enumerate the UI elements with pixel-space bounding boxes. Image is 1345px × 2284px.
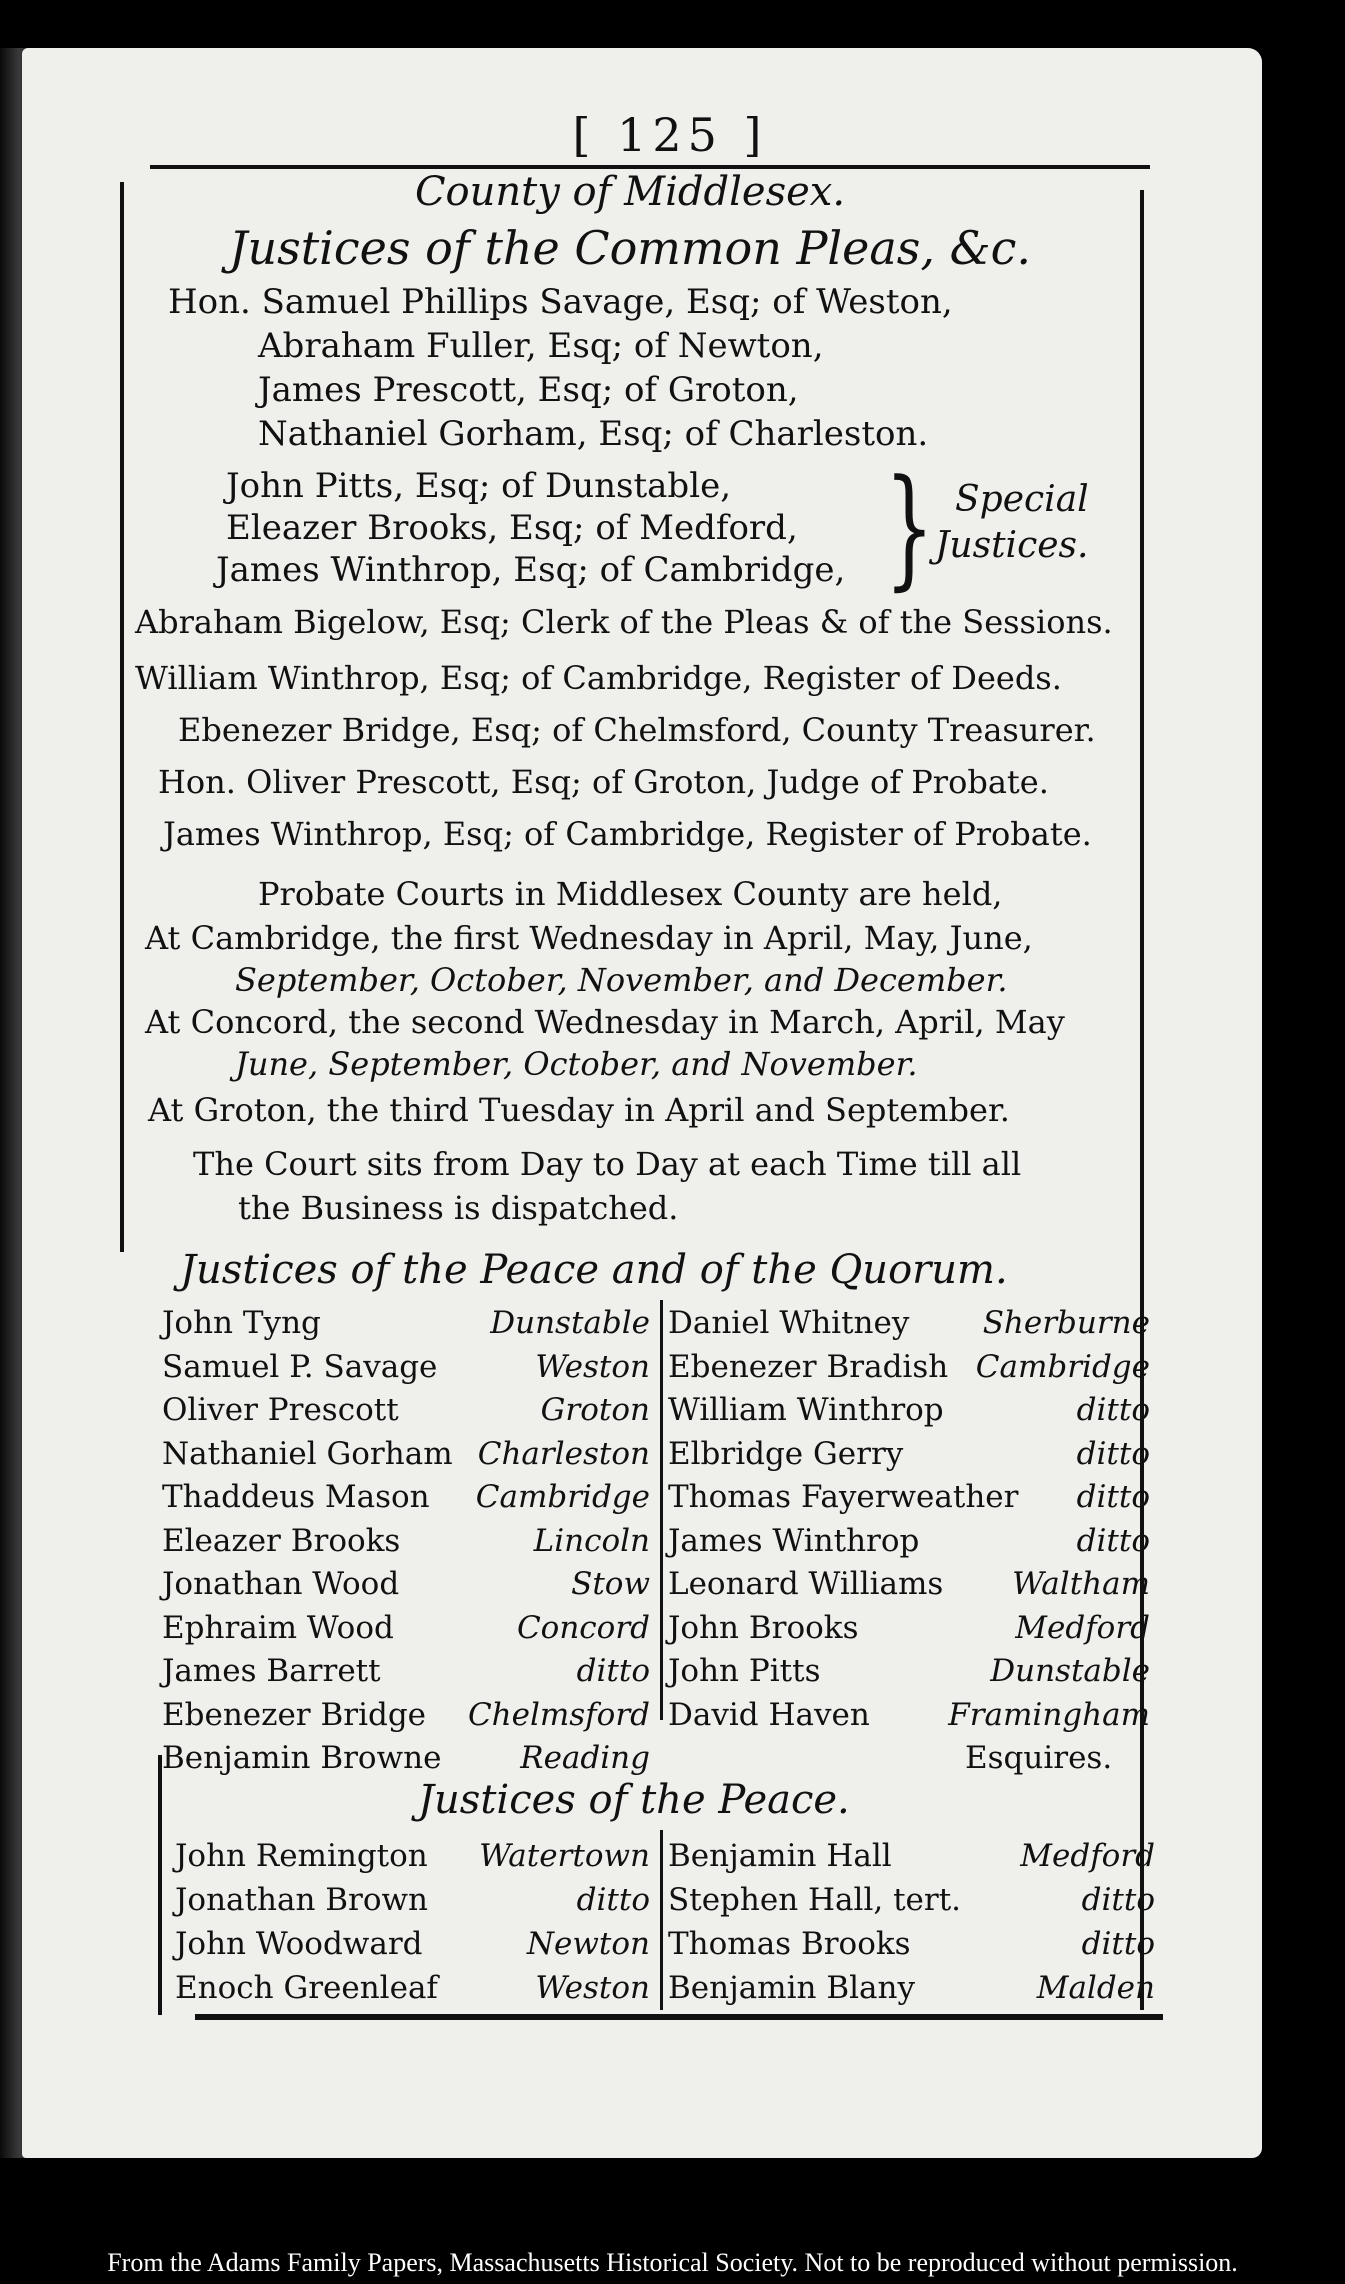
quorum-right-place: ditto xyxy=(1076,1479,1150,1515)
peace-left-name: Jonathan Brown xyxy=(175,1882,429,1918)
quorum-left-place: Dunstable xyxy=(490,1305,650,1341)
quorum-right-name: Leonard Williams xyxy=(668,1566,944,1602)
quorum-left-place: Stow xyxy=(571,1566,650,1602)
probate-line: At Groton, the third Tuesday in April and September. xyxy=(148,1091,1010,1129)
common-pleas-justice: Nathaniel Gorham, Esq; of Charleston. xyxy=(258,414,929,454)
quorum-left-name: John Tyng xyxy=(162,1305,321,1341)
quorum-left-name: Ebenezer Bridge xyxy=(162,1696,427,1733)
quorum-left-place: Chelmsford xyxy=(467,1696,650,1733)
probate-line: September, October, November, and December. xyxy=(235,961,1008,999)
probate-line: the Business is dispatched. xyxy=(238,1189,679,1227)
peace-right-place: Medford xyxy=(1020,1838,1155,1874)
quorum-left-name: Thaddeus Mason xyxy=(162,1479,430,1515)
officer-judge-probate: Hon. Oliver Prescott, Esq; of Groton, Judge of Probate. xyxy=(158,763,1049,801)
quorum-left-place: Cambridge xyxy=(475,1479,650,1515)
peace-column-separator xyxy=(660,1830,663,2010)
special-justice: James Winthrop, Esq; of Cambridge, xyxy=(216,550,846,590)
special-label: Justices. xyxy=(935,525,1089,566)
peace-right-name: Thomas Brooks xyxy=(668,1926,911,1962)
probate-intro: Probate Courts in Middlesex County are held, xyxy=(258,875,1003,913)
peace-left-place: Watertown xyxy=(479,1838,650,1874)
quorum-right-name: David Haven xyxy=(668,1696,870,1733)
officer-register-probate: James Winthrop, Esq; of Cambridge, Register of Probate. xyxy=(163,815,1092,853)
special-justice: John Pitts, Esq; of Dunstable, xyxy=(226,466,732,506)
quorum-esquires-note: Esquires. xyxy=(965,1740,1113,1776)
frame-left-rule-lower xyxy=(158,1755,162,2015)
frame-left-rule xyxy=(120,182,124,1252)
quorum-right-place: Waltham xyxy=(1012,1566,1150,1602)
probate-line: At Concord, the second Wednesday in March, April, May xyxy=(145,1003,1065,1041)
county-title: County of Middlesex. xyxy=(414,169,846,215)
quorum-right-place: ditto xyxy=(1076,1392,1150,1428)
quorum-left-place: Weston xyxy=(535,1348,650,1385)
officer-treasurer: Ebenezer Bridge, Esq; of Chelmsford, County Treasurer. xyxy=(178,711,1096,749)
quorum-right-name: Elbridge Gerry xyxy=(668,1435,904,1472)
probate-line: June, September, October, and November. xyxy=(235,1045,918,1083)
frame-right-rule xyxy=(1140,190,1144,2010)
peace-left-name: John Woodward xyxy=(175,1926,423,1962)
common-pleas-justice: Abraham Fuller, Esq; of Newton, xyxy=(258,326,824,366)
quorum-left-name: James Barrett xyxy=(162,1653,381,1689)
peace-heading: Justices of the Peace. xyxy=(418,1777,850,1823)
peace-left-place: Newton xyxy=(526,1926,650,1962)
special-label: Special xyxy=(955,479,1089,520)
quorum-right-name: Daniel Whitney xyxy=(668,1305,910,1341)
copyright-footer: From the Adams Family Papers, Massachusetts Historical Society. Not to be reproduced without permission. xyxy=(107,2248,1238,2277)
quorum-right-place: Medford xyxy=(1015,1609,1150,1646)
quorum-right-place: Sherburne xyxy=(982,1305,1150,1341)
page-number: [ 125 ] xyxy=(572,108,768,162)
quorum-right-place: ditto xyxy=(1076,1522,1150,1559)
quorum-left-name: Eleazer Brooks xyxy=(162,1522,401,1559)
quorum-right-name: Thomas Fayerweather xyxy=(668,1479,1019,1515)
peace-right-place: ditto xyxy=(1081,1882,1155,1918)
quorum-heading: Justices of the Peace and of the Quorum. xyxy=(180,1247,1008,1293)
quorum-right-place: Cambridge xyxy=(975,1348,1150,1385)
special-justice: Eleazer Brooks, Esq; of Medford, xyxy=(226,508,798,548)
quorum-right-name: Ebenezer Bradish xyxy=(668,1348,949,1385)
quorum-left-place: Groton xyxy=(540,1392,650,1428)
quorum-left-name: Benjamin Browne xyxy=(162,1740,442,1776)
quorum-right-name: William Winthrop xyxy=(668,1392,944,1428)
brace-glyph: } xyxy=(884,451,935,603)
quorum-left-place: Reading xyxy=(520,1740,650,1776)
quorum-right-name: John Brooks xyxy=(668,1609,859,1646)
quorum-left-place: Lincoln xyxy=(533,1522,650,1559)
quorum-left-name: Oliver Prescott xyxy=(162,1392,399,1428)
peace-right-place: ditto xyxy=(1081,1926,1155,1962)
peace-left-name: Enoch Greenleaf xyxy=(175,1970,438,2006)
quorum-left-place: Charleston xyxy=(477,1435,650,1472)
peace-left-place: Weston xyxy=(535,1970,650,2006)
quorum-right-place: Dunstable xyxy=(990,1653,1150,1689)
officer-clerk: Abraham Bigelow, Esq; Clerk of the Pleas & of the Sessions. xyxy=(135,603,1113,641)
peace-right-name: Benjamin Blany xyxy=(668,1970,915,2006)
common-pleas-justice: Hon. Samuel Phillips Savage, Esq; of Weston, xyxy=(168,282,953,322)
quorum-left-name: Jonathan Wood xyxy=(162,1566,400,1602)
quorum-left-name: Nathaniel Gorham xyxy=(162,1435,453,1472)
quorum-left-place: Concord xyxy=(516,1609,650,1646)
quorum-right-name: John Pitts xyxy=(668,1653,821,1689)
quorum-right-name: James Winthrop xyxy=(668,1522,920,1559)
quorum-left-name: Ephraim Wood xyxy=(162,1609,394,1646)
peace-left-place: ditto xyxy=(576,1882,650,1918)
bottom-rule xyxy=(195,2014,1163,2020)
quorum-column-separator xyxy=(660,1300,663,1720)
common-pleas-heading: Justices of the Common Pleas, &c. xyxy=(229,221,1031,275)
peace-right-place: Malden xyxy=(1036,1970,1155,2006)
probate-line: The Court sits from Day to Day at each Time till all xyxy=(193,1145,1022,1183)
quorum-left-name: Samuel P. Savage xyxy=(162,1348,438,1385)
common-pleas-justice: James Prescott, Esq; of Groton, xyxy=(258,370,799,410)
quorum-right-place: Framingham xyxy=(948,1696,1150,1733)
quorum-left-place: ditto xyxy=(576,1653,650,1689)
probate-line: At Cambridge, the first Wednesday in April, May, June, xyxy=(145,919,1033,957)
peace-right-name: Benjamin Hall xyxy=(668,1838,892,1874)
peace-right-name: Stephen Hall, tert. xyxy=(668,1882,962,1918)
peace-left-name: John Remington xyxy=(175,1838,428,1874)
quorum-right-place: ditto xyxy=(1076,1435,1150,1472)
officer-register-deeds: William Winthrop, Esq; of Cambridge, Register of Deeds. xyxy=(135,659,1062,697)
